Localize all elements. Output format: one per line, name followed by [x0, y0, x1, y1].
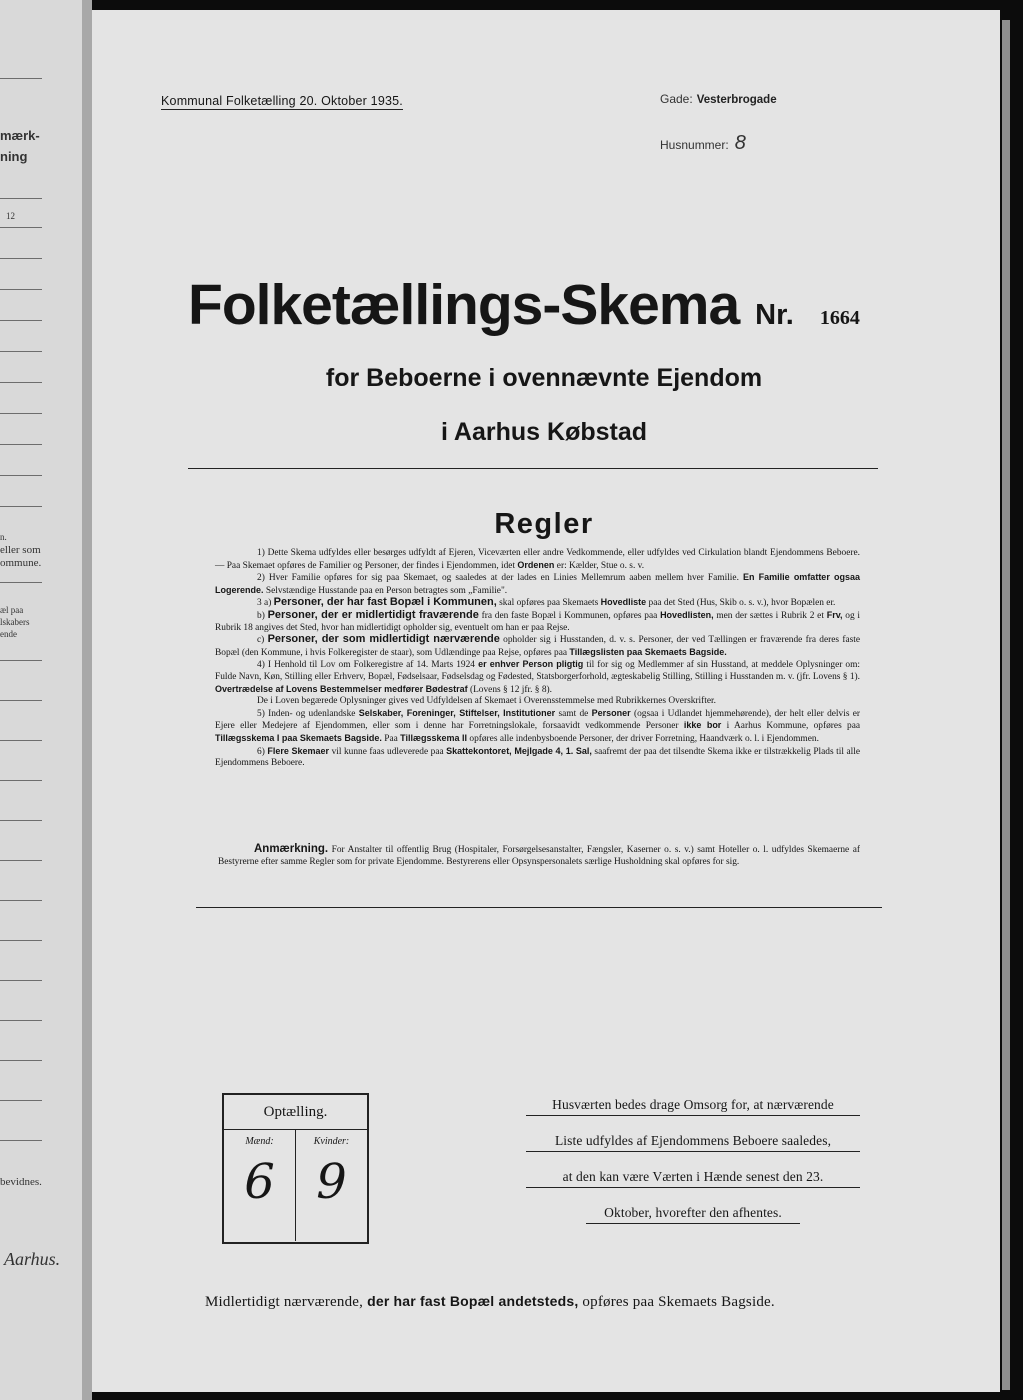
- form-number-label: Nr.: [755, 299, 794, 331]
- left-fragment: ning: [0, 149, 28, 164]
- rule-1: 1) Dette Skema udfyldes eller besørges udfyldt af Ejeren, Viceværten eller andre Vedkommende, eller udfyldes ved Cirkulation blandt Ejendommens Beboere. — Paa Skemaet opføres de Familier og Personer, der findes i Ejendommen, idet Ordenen er: Kælder, Stue o. s. v.: [215, 548, 860, 571]
- men-label: Mænd:: [245, 1136, 274, 1147]
- form-city: i Aarhus Købstad: [440, 418, 648, 446]
- remark-lead: Anmærkning.: [254, 843, 329, 855]
- left-rule: [0, 413, 42, 414]
- left-rule: [0, 940, 42, 941]
- left-page-edge: [0, 0, 83, 1400]
- divider: [188, 468, 878, 469]
- house-number-field: [660, 132, 746, 155]
- left-fragment: lskabers: [0, 617, 30, 627]
- left-fragment: ende: [0, 629, 17, 639]
- left-rule: [0, 320, 42, 321]
- left-rule: [0, 382, 42, 383]
- notice-line: Husværten bedes drage Omsorg for, at nærværende: [526, 1095, 860, 1116]
- left-rule: [0, 198, 42, 199]
- rules-text: [215, 548, 860, 770]
- left-rule: [0, 444, 42, 445]
- form-number-value: 1664: [819, 307, 860, 329]
- rule-3c: c) Personer, der som midlertidigt nærværende opholder sig i Husstanden, d. v. s. Personer, der ved Tællingen er fraværende fra deres faste Bopæl (den Kommune, i hvis Folkeregister de staar), som Udlændinge paa Rejse, opføres paa Tillægslisten paa Skemaets Bagside.: [215, 633, 861, 658]
- left-rule: [0, 780, 42, 781]
- left-rule: [0, 351, 42, 352]
- left-fragment: mærk-: [0, 128, 40, 143]
- left-rule: [0, 1100, 42, 1101]
- left-rule: [0, 475, 42, 476]
- notice-line: Oktober, hvorefter den afhentes.: [586, 1203, 800, 1224]
- left-signature: Aarhus.: [4, 1249, 61, 1269]
- left-rule: [0, 820, 42, 821]
- left-fragment: ommune.: [0, 557, 42, 569]
- left-fragment: n.: [0, 532, 7, 542]
- notice-line: at den kan være Værten i Hænde senest den 23.: [526, 1167, 860, 1188]
- left-rule: [0, 980, 42, 981]
- rule-4-note: De i Loven begærede Oplysninger gives ved Udfyldelsen af Skemaet i Overensstemmelse med Rubrikkernes Overskrifter.: [257, 696, 716, 707]
- footer-pre: Midlertidigt nærværende,: [205, 1294, 364, 1310]
- men-cell: [224, 1130, 295, 1241]
- rule-4: 4) I Henhold til Lov om Folkeregistre af 14. Marts 1924 er enhver Person pligtig til for sig og Medlemmer af sin Husstand, at meddele Oplysninger om: Fulde Navn, Køn, Stilling eller Erhverv, Bopæl, Fødselsaar, Fødselsdag og Fødested, Statsborgerforhold, ægteskabelig Stilling, Stilling i Husstanden m. v. (jfr. Lovens § 1). Overtrædelse af Lovens Bestemmelser medfører Bødestraf (Lovens § 12 jfr. § 8).: [215, 659, 861, 695]
- left-rule: [0, 660, 42, 661]
- left-rule: [0, 506, 42, 507]
- notice-line: Liste udfyldes af Ejendommens Beboere saaledes,: [526, 1131, 860, 1152]
- left-rule: [0, 860, 42, 861]
- men-count: 6: [244, 1154, 275, 1210]
- left-rule: [0, 1060, 42, 1061]
- left-rule: [0, 258, 42, 259]
- left-fragment: eller som: [0, 544, 41, 556]
- women-count: 9: [316, 1154, 347, 1210]
- landlord-notice: [526, 1095, 860, 1239]
- women-label: Kvinder:: [313, 1136, 350, 1147]
- left-rule: [0, 1020, 42, 1021]
- house-number-value: 8: [734, 132, 746, 154]
- rule-2: 2) Hver Familie opføres for sig paa Skemaet, og saaledes at der lades en Linies Mellemrum aaben mellem hver Familie. En Familie omfatter ogsaa Logerende. Selvstændige Husstande paa en Person betragtes som „Familie".: [215, 572, 861, 596]
- rule-3b: b) Personer, der er midlertidigt fraværende fra den faste Bopæl i Kommunen, opføres paa Hovedlisten, men der sættes i Rubrik 2 et Frv, og i Rubrik 18 angives det Sted, hvor han midlertidigt opholder sig, eventuelt om han er paa Rejse.: [215, 608, 861, 633]
- left-rule: [0, 740, 42, 741]
- page-stack-edge: [1002, 20, 1010, 1390]
- women-cell: [295, 1130, 367, 1241]
- rule-3a: 3 a) Personer, der har fast Bopæl i Kommunen, skal opføres paa Skemaets Hovedliste paa det Sted (Hus, Skib o. s. v.), hvor Bopælen er.: [257, 596, 836, 609]
- form-title: [188, 272, 888, 338]
- left-rule: [0, 227, 42, 228]
- rule-5: 5) Inden- og udenlandske Selskaber, Foreninger, Stiftelser, Institutioner samt de Personer (ogsaa i Udlandet hjemmehørende), der helt eller delvis er Ejere eller Medejere af Ejendommen, eller som i denne har Forretningslokale, forsaavidt vedkommende Personer ikke bor i Aarhus Kommune, opføres paa Tillægsskema I paa Skemaets Bagside. Paa Tillægsskema II opføres alle indenbysboende Personer, der driver Forretning, Haandværk o. l. i Ejendommen.: [215, 707, 861, 744]
- left-rule: [0, 700, 42, 701]
- book-spine: [82, 0, 92, 1400]
- count-box-title: Optælling.: [224, 1095, 367, 1130]
- right-edge: [1000, 0, 1023, 1400]
- street-value: Vesterbrogade: [696, 94, 777, 106]
- left-fragment: 12: [6, 211, 15, 221]
- footer-post: opføres paa Skemaets Bagside.: [582, 1294, 775, 1310]
- left-rule: [0, 900, 42, 901]
- footer-note: [205, 1293, 885, 1311]
- census-header: Kommunal Folketælling 20. Oktober 1935.: [161, 94, 403, 108]
- rule-6: 6) Flere Skemaer vil kunne faas udleverede paa Skattekontoret, Mejlgade 4, 1. Sal, saafremt der paa det tilsendte Skema ikke er tilstrækkelig Plads til alle Ejendommens Beboere.: [215, 745, 861, 769]
- footer-bold: der har fast Bopæl andetsteds,: [367, 1293, 579, 1309]
- left-rule: [0, 78, 42, 79]
- remark-text: For Anstalter til offentlig Brug (Hospitaler, Forsørgelsesanstalter, Fængsler, Kaserner o. s. v.) samt Hoteller o. l. udfyldes Skemaerne af Bestyrerne efter samme Regler som for private Ejendomme. Bestyrerens eller Opsynspersonalets særlige Husholdning skal opføres for sig.: [218, 845, 861, 867]
- left-fragment: bevidnes.: [0, 1176, 42, 1188]
- street-label: Gade:: [660, 92, 693, 106]
- left-rule: [0, 582, 42, 583]
- rules-heading: Regler: [494, 508, 594, 540]
- left-rule: [0, 1140, 42, 1141]
- remark-note: [218, 843, 860, 868]
- form-subtitle: for Beboerne i ovennævnte Ejendom: [325, 364, 763, 392]
- street-field: [660, 92, 777, 106]
- divider: [196, 907, 882, 908]
- count-box: [222, 1093, 369, 1244]
- left-rule: [0, 289, 42, 290]
- form-title-main: Folketællings-Skema: [188, 273, 740, 337]
- house-number-label: Husnummer:: [660, 138, 729, 152]
- left-fragment: æl paa: [0, 605, 24, 615]
